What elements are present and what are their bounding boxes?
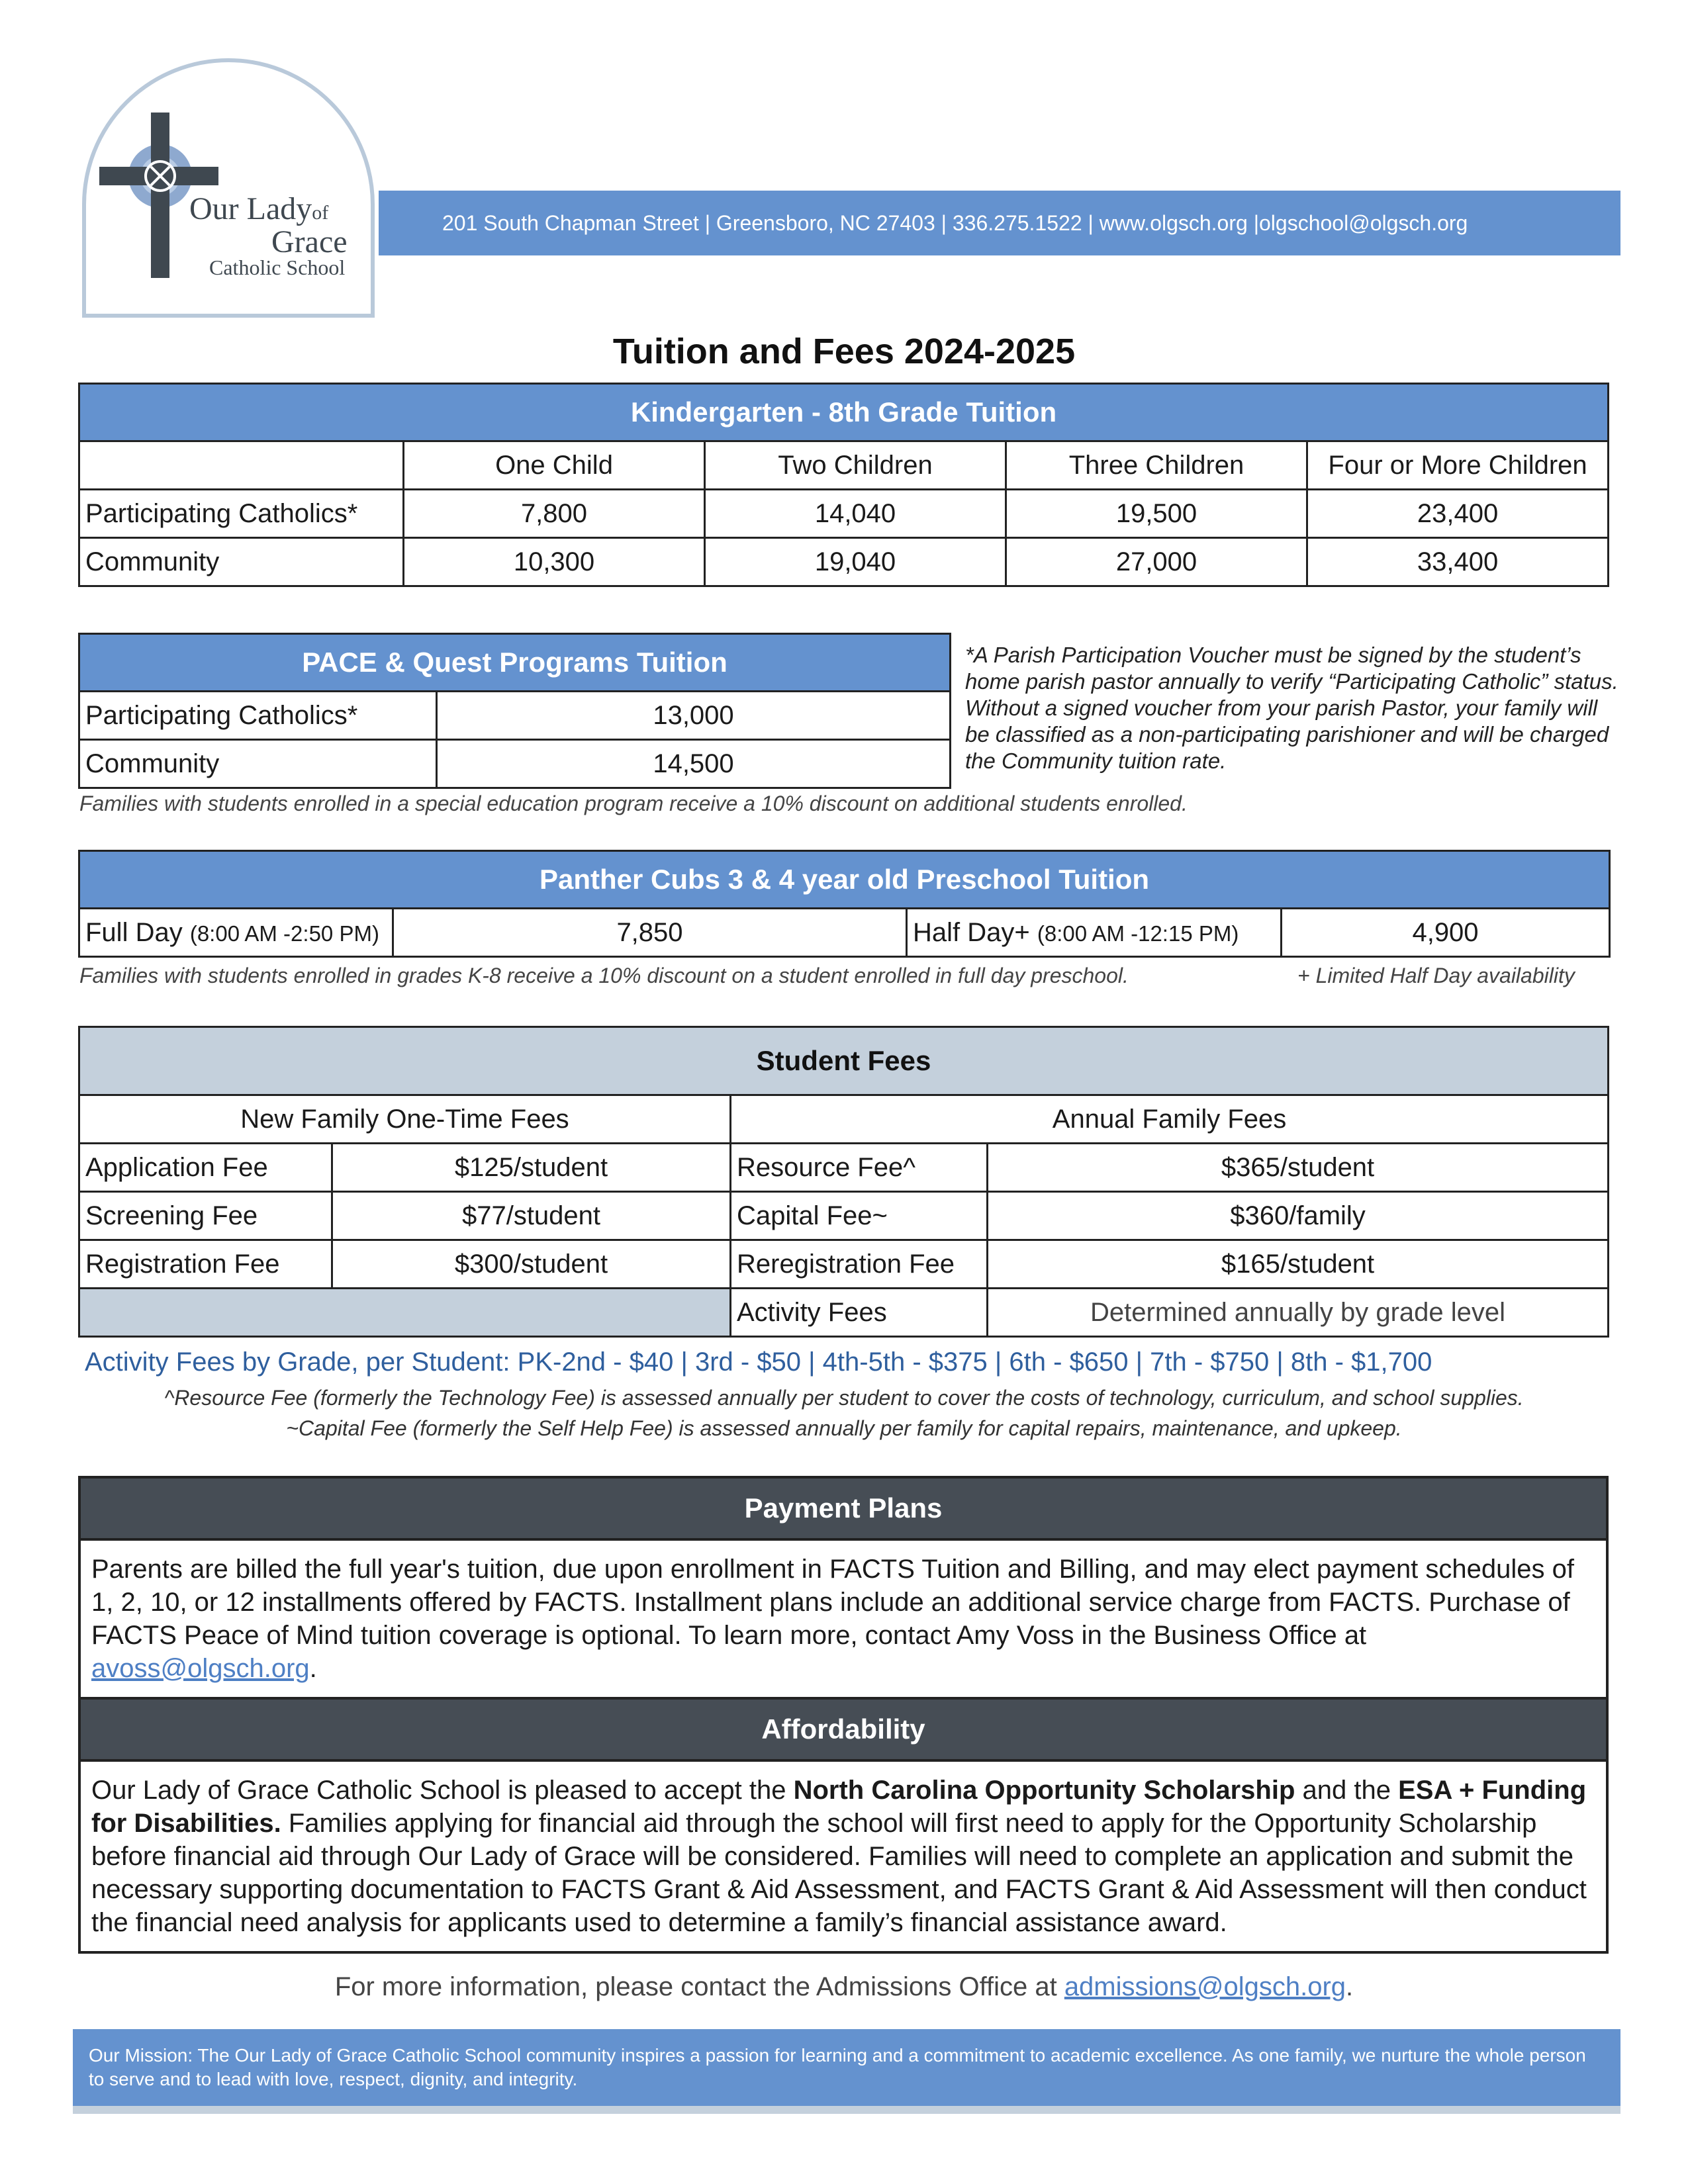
fee-label: Screening Fee — [79, 1192, 332, 1240]
tuition-value: 7,800 — [404, 490, 705, 538]
half-day-value: 4,900 — [1282, 909, 1610, 957]
activity-fees-by-grade: Activity Fees by Grade, per Student: PK-2nd - $40 | 3rd - $50 | 4th-5th - $375 | 6th - $650 | 7th - $750 | 8th - $1,700 — [85, 1347, 1432, 1377]
payment-plans-heading: Payment Plans — [81, 1479, 1606, 1541]
student-fees-table — [78, 1026, 1609, 1338]
preschool-tuition-table — [78, 850, 1611, 958]
business-office-email-link[interactable]: avoss@olgsch.org — [91, 1654, 310, 1683]
k8-col-header: Two Children — [705, 441, 1006, 490]
capital-fee-note: ~Capital Fee (formerly the Self Help Fee) is assessed annually per family for capital repairs, maintenance, and upkeep. — [286, 1416, 1402, 1440]
table-row — [79, 538, 1609, 586]
k8-col-header: Three Children — [1006, 441, 1307, 490]
empty-shaded-cell — [79, 1289, 731, 1337]
fee-label: Resource Fee^ — [731, 1144, 988, 1192]
k8-heading: Kindergarten - 8th Grade Tuition — [79, 384, 1609, 441]
tuition-value: 19,500 — [1006, 490, 1307, 538]
resource-fee-note: ^Resource Fee (formerly the Technology Fee) is assessed annually per student to cover the costs of technology, curriculum, and school supplies. — [164, 1386, 1524, 1410]
tuition-value: 19,040 — [705, 538, 1006, 586]
k8-corner — [79, 441, 404, 490]
mission-underline — [73, 2106, 1620, 2114]
half-day-availability-note: + Limited Half Day availability — [1297, 964, 1575, 987]
affordability-box — [78, 1697, 1609, 1954]
preschool-heading: Panther Cubs 3 & 4 year old Preschool Tuition — [79, 851, 1610, 909]
affordability-heading: Affordability — [81, 1700, 1606, 1762]
row-label: Participating Catholics* — [79, 692, 437, 740]
mission-statement: Our Mission: The Our Lady of Grace Catholic School community inspires a passion for learning and a commitment to academic excellence. As one family, we nurture the whole person to serve and to lead with love, respect, dignity, and integrity. — [73, 2029, 1620, 2106]
k8-col-header: One Child — [404, 441, 705, 490]
page-title: Tuition and Fees 2024-2025 — [612, 332, 1076, 371]
table-row — [79, 1289, 1609, 1337]
fee-value: $300/student — [332, 1240, 731, 1289]
affordability-text: Our Lady of Grace Catholic School is pleased to accept the North Carolina Opportunity Scholarship and the ESA + Funding for Disabilities. Families applying for financial aid through the school will first need to apply for the Opportunity Scholarship before financial aid through Our Lady of Grace will be considered. Families will need to complete an application and submit the necessary supporting documentation to FACTS Grant & Aid Assessment, and FACTS Grant & Aid Assessment will then conduct the financial need analysis for applicants used to determine a family’s financial assistance award. — [91, 1776, 1587, 1937]
logo-name-line-1: Our Ladyof — [189, 191, 329, 226]
fee-value: $125/student — [332, 1144, 731, 1192]
admissions-email-link[interactable]: admissions@olgsch.org — [1064, 1972, 1346, 2001]
k8-tuition-table — [78, 383, 1609, 587]
table-row — [79, 909, 1610, 957]
tuition-value: 14,040 — [705, 490, 1006, 538]
voucher-note: *A Parish Participation Voucher must be signed by the student’s home parish pastor annually to verify “Participating Catholic” status. Without a signed voucher from your parish Pastor, your family will be classified as a non-participating parishioner and will be charged the Community tuition rate. — [965, 643, 1618, 773]
fee-value: $365/student — [988, 1144, 1609, 1192]
student-fees-heading: Student Fees — [79, 1027, 1609, 1095]
fee-label: Application Fee — [79, 1144, 332, 1192]
row-label: Community — [79, 538, 404, 586]
table-row — [79, 740, 951, 788]
header-contact-band: 201 South Chapman Street | Greensboro, NC 27403 | 336.275.1522 | www.olgsch.org |olgschool@olgsch.org — [379, 191, 1620, 255]
half-day-label: Half Day+ (8:00 AM -12:15 PM) — [907, 909, 1282, 957]
fee-label: Capital Fee~ — [731, 1192, 988, 1240]
annual-family-fees-heading: Annual Family Fees — [731, 1095, 1609, 1144]
fee-label: Reregistration Fee — [731, 1240, 988, 1289]
k8-col-header: Four or More Children — [1307, 441, 1609, 490]
special-ed-discount-note: Families with students enrolled in a special education program receive a 10% discount on additional students enrolled. — [79, 792, 1188, 815]
fee-label: Registration Fee — [79, 1240, 332, 1289]
table-row — [79, 692, 951, 740]
tuition-value: 33,400 — [1307, 538, 1609, 586]
fee-value: $360/family — [988, 1192, 1609, 1240]
tuition-value: 14,500 — [437, 740, 951, 788]
table-row — [79, 1192, 1609, 1240]
table-row — [79, 1240, 1609, 1289]
full-day-value: 7,850 — [393, 909, 907, 957]
pace-tuition-table — [78, 633, 951, 789]
tuition-value: 27,000 — [1006, 538, 1307, 586]
fee-label: Activity Fees — [731, 1289, 988, 1337]
logo-name-line-2: Grace — [271, 224, 348, 259]
row-label: Participating Catholics* — [79, 490, 404, 538]
preschool-discount-note: Families with students enrolled in grades K-8 receive a 10% discount on a student enrolled in full day preschool. — [79, 964, 1129, 987]
pace-heading: PACE & Quest Programs Tuition — [79, 634, 951, 692]
tuition-value: 13,000 — [437, 692, 951, 740]
row-label: Community — [79, 740, 437, 788]
payment-plans-text: Parents are billed the full year's tuition, due upon enrollment in FACTS Tuition and Billing, and may elect payment schedules of 1, 2, 10, or 12 installments offered by FACTS. Installment plans include an additional service charge from FACTS. Purchase of FACTS Peace of Mind tuition coverage is optional. To learn more, contact Amy Voss in the Business Office at avoss@olgsch.org. — [91, 1555, 1574, 1683]
tuition-value: 23,400 — [1307, 490, 1609, 538]
table-row — [79, 490, 1609, 538]
new-family-fees-heading: New Family One-Time Fees — [79, 1095, 731, 1144]
payment-plans-box — [78, 1476, 1609, 1700]
admissions-contact-line: For more information, please contact the Admissions Office at admissions@olgsch.org. — [334, 1972, 1354, 2001]
full-day-label: Full Day (8:00 AM -2:50 PM) — [79, 909, 393, 957]
fee-value: $165/student — [988, 1240, 1609, 1289]
table-row — [79, 1144, 1609, 1192]
tuition-value: 10,300 — [404, 538, 705, 586]
logo-name-line-3: Catholic School — [209, 255, 346, 279]
fee-value: $77/student — [332, 1192, 731, 1240]
fee-value: Determined annually by grade level — [988, 1289, 1609, 1337]
